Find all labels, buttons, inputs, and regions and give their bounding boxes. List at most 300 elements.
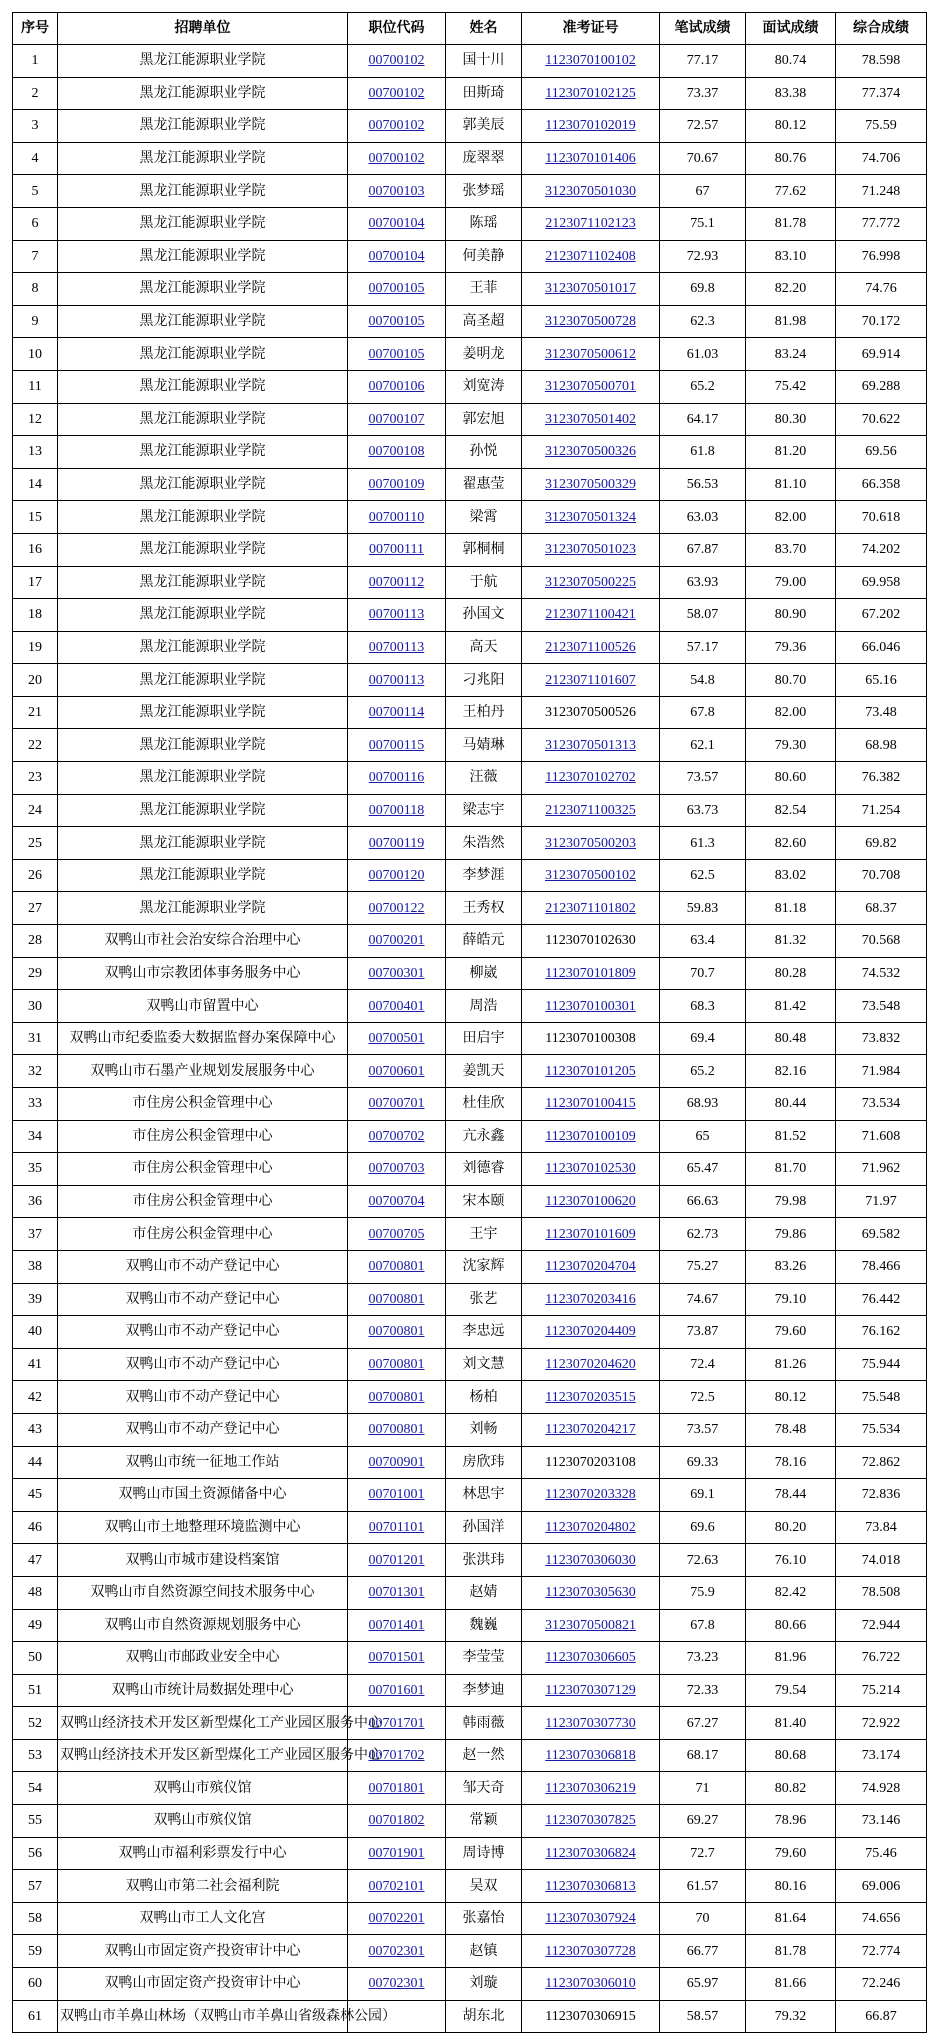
table-row: [13, 1544, 927, 1577]
row-exam-cell: [522, 1674, 660, 1707]
row-interview: 80.90: [746, 599, 836, 632]
row-code-cell: [348, 1935, 446, 1968]
position-code-link[interactable]: 00700106: [368, 379, 425, 395]
row-exam-cell: [522, 175, 660, 208]
row-written: 67.8: [660, 1609, 746, 1642]
exam-number-link[interactable]: 1123070204704: [545, 1259, 636, 1275]
row-total: 69.56: [836, 436, 927, 469]
position-code-link[interactable]: 00700801: [368, 1259, 425, 1275]
row-interview: 80.28: [746, 957, 836, 990]
position-code-link[interactable]: 00700301: [368, 965, 425, 981]
row-code-cell: [348, 1381, 446, 1414]
row-exam-cell: [522, 110, 660, 143]
exam-number: 1123070306915: [545, 2008, 636, 2024]
position-code-link[interactable]: 00700601: [368, 1063, 425, 1079]
row-name: 高圣超: [446, 305, 522, 338]
row-written: 72.33: [660, 1674, 746, 1707]
row-unit: 黑龙江能源职业学院: [58, 142, 348, 175]
position-code-link[interactable]: 00700107: [368, 411, 425, 427]
exam-number-link[interactable]: 3123070501023: [545, 542, 636, 558]
position-code-link[interactable]: 00700120: [368, 868, 425, 884]
position-code-link[interactable]: 00701101: [368, 1520, 425, 1536]
position-code-link[interactable]: 00700109: [368, 477, 425, 493]
exam-number-link[interactable]: 1123070100301: [545, 998, 636, 1014]
exam-number-link[interactable]: 1123070101609: [545, 1226, 636, 1242]
row-interview: 80.68: [746, 1739, 836, 1772]
table-row: [13, 1250, 927, 1283]
position-code-link[interactable]: 00700102: [368, 118, 425, 134]
exam-number-link[interactable]: 1123070102702: [545, 770, 636, 786]
row-code-cell: [348, 1446, 446, 1479]
row-written: 62.73: [660, 1218, 746, 1251]
row-no: 14: [13, 468, 58, 501]
row-no: 37: [13, 1218, 58, 1251]
table-row: [13, 1707, 927, 1740]
row-name: 韩雨薇: [446, 1707, 522, 1740]
exam-number-link[interactable]: 1123070101406: [545, 151, 636, 167]
exam-number-link[interactable]: 3123070500225: [545, 574, 636, 590]
row-interview: 82.60: [746, 827, 836, 860]
row-interview: 81.40: [746, 1707, 836, 1740]
row-unit: 市住房公积金管理中心: [58, 1185, 348, 1218]
table-row: [13, 1870, 927, 1903]
position-code-link[interactable]: 00701401: [368, 1617, 425, 1633]
row-exam-cell: [522, 436, 660, 469]
exam-number-link[interactable]: 2123071100526: [545, 639, 636, 655]
exam-number-link[interactable]: 1123070306010: [545, 1976, 636, 1992]
row-total: 72.774: [836, 1935, 927, 1968]
row-total: 65.16: [836, 664, 927, 697]
row-no: 31: [13, 1022, 58, 1055]
row-interview: 81.66: [746, 1968, 836, 2001]
row-unit: 黑龙江能源职业学院: [58, 599, 348, 632]
position-code-link[interactable]: 00700704: [368, 1194, 425, 1210]
exam-number-link[interactable]: 1123070100415: [545, 1096, 636, 1112]
header-exam-no: 准考证号: [522, 13, 660, 45]
row-total: 73.84: [836, 1511, 927, 1544]
position-code-link[interactable]: 00701801: [368, 1780, 425, 1796]
exam-number-link[interactable]: 1123070101205: [545, 1063, 636, 1079]
row-interview: 79.98: [746, 1185, 836, 1218]
position-code-link[interactable]: 00700102: [368, 53, 425, 69]
row-exam-cell: [522, 1968, 660, 2001]
table-row: [13, 599, 927, 632]
table-row: [13, 501, 927, 534]
row-total: 72.944: [836, 1609, 927, 1642]
exam-number-link[interactable]: 3123070500102: [545, 868, 636, 884]
exam-number-link[interactable]: 3123070501324: [545, 509, 636, 525]
row-written: 69.33: [660, 1446, 746, 1479]
position-code-link[interactable]: 00700801: [368, 1291, 425, 1307]
row-written: 72.7: [660, 1837, 746, 1870]
position-code-link[interactable]: 00701802: [368, 1813, 425, 1829]
row-name: 刘德睿: [446, 1153, 522, 1186]
row-total: 73.832: [836, 1022, 927, 1055]
position-code-link[interactable]: 00702101: [368, 1878, 425, 1894]
row-written: 67.8: [660, 696, 746, 729]
row-unit: 黑龙江能源职业学院: [58, 77, 348, 110]
row-unit: 双鸭山市石墨产业规划发展服务中心: [58, 1055, 348, 1088]
row-unit: 黑龙江能源职业学院: [58, 240, 348, 273]
exam-number-link[interactable]: 1123070306605: [545, 1650, 636, 1666]
row-unit: 黑龙江能源职业学院: [58, 566, 348, 599]
row-exam-cell: [522, 1935, 660, 1968]
exam-number-link[interactable]: 1123070204409: [545, 1324, 636, 1340]
position-code-link[interactable]: 00700108: [368, 444, 425, 460]
row-no: 50: [13, 1642, 58, 1675]
row-code-cell: [348, 631, 446, 664]
row-written: 58.07: [660, 599, 746, 632]
position-code-link[interactable]: 00700113: [368, 672, 425, 688]
row-exam-cell: [522, 1479, 660, 1512]
row-unit: 黑龙江能源职业学院: [58, 110, 348, 143]
row-no: 12: [13, 403, 58, 436]
table-row: [13, 1348, 927, 1381]
position-code-link[interactable]: 00700201: [368, 933, 425, 949]
table-row: [13, 77, 927, 110]
row-code-cell: [348, 175, 446, 208]
row-interview: 83.38: [746, 77, 836, 110]
row-unit: 黑龙江能源职业学院: [58, 403, 348, 436]
exam-number-link[interactable]: 1123070307730: [545, 1715, 636, 1731]
row-no: 27: [13, 892, 58, 925]
position-code-link[interactable]: 00700801: [368, 1422, 425, 1438]
row-code-cell: [348, 696, 446, 729]
position-code-link[interactable]: 00700102: [368, 151, 425, 167]
position-code-link[interactable]: 00700113: [368, 639, 425, 655]
row-no: 16: [13, 533, 58, 566]
row-written: 65.97: [660, 1968, 746, 2001]
exam-number-link[interactable]: 1123070305630: [545, 1585, 636, 1601]
header-row: [13, 13, 927, 45]
row-code-cell: [348, 1055, 446, 1088]
position-code-link[interactable]: 00700705: [368, 1226, 425, 1242]
row-no: 39: [13, 1283, 58, 1316]
row-name: 郭宏旭: [446, 403, 522, 436]
header-unit: 招聘单位: [58, 13, 348, 45]
row-total: 73.48: [836, 696, 927, 729]
exam-number-link[interactable]: 3123070500701: [545, 379, 636, 395]
row-interview: 82.54: [746, 794, 836, 827]
table-row: [13, 1218, 927, 1251]
row-unit: 双鸭山市留置中心: [58, 990, 348, 1023]
exam-number-link[interactable]: 1123070307129: [545, 1682, 636, 1698]
row-written: 63.73: [660, 794, 746, 827]
row-written: 69.6: [660, 1511, 746, 1544]
row-name: 赵婧: [446, 1576, 522, 1609]
row-code-cell: [348, 273, 446, 306]
row-no: 45: [13, 1479, 58, 1512]
exam-number-link[interactable]: 1123070100102: [545, 53, 636, 69]
row-written: 63.93: [660, 566, 746, 599]
exam-number-link[interactable]: 1123070306818: [545, 1748, 636, 1764]
exam-number-link[interactable]: 1123070307728: [545, 1943, 636, 1959]
exam-number-link[interactable]: 1123070102530: [545, 1161, 636, 1177]
row-unit: 双鸭山市殡仪馆: [58, 1772, 348, 1805]
row-interview: 81.42: [746, 990, 836, 1023]
row-code-cell: [348, 599, 446, 632]
exam-number-link[interactable]: 3123070500326: [545, 444, 636, 460]
row-written: 62.3: [660, 305, 746, 338]
row-name: 张嘉怡: [446, 1902, 522, 1935]
row-interview: 79.54: [746, 1674, 836, 1707]
row-unit: 市住房公积金管理中心: [58, 1153, 348, 1186]
exam-number-link[interactable]: 1123070307924: [545, 1911, 636, 1927]
row-name: 杨柏: [446, 1381, 522, 1414]
position-code-link[interactable]: 00700104: [368, 248, 425, 264]
table-row: [13, 338, 927, 371]
row-interview: 79.60: [746, 1316, 836, 1349]
position-code-link[interactable]: 00700113: [368, 607, 425, 623]
position-code-link[interactable]: 00700110: [368, 509, 425, 525]
row-no: 25: [13, 827, 58, 860]
position-code-link[interactable]: 00700122: [368, 900, 425, 916]
table-row: [13, 1935, 927, 1968]
row-written: 54.8: [660, 664, 746, 697]
row-no: 26: [13, 859, 58, 892]
row-unit: 双鸭山市自然资源空间技术服务中心: [58, 1576, 348, 1609]
position-code-link[interactable]: 00700801: [368, 1357, 425, 1373]
exam-number-link[interactable]: 1123070101809: [545, 965, 636, 981]
position-code-link[interactable]: 00700801: [368, 1389, 425, 1405]
row-interview: 79.32: [746, 2000, 836, 2033]
row-name: 庞翠翠: [446, 142, 522, 175]
row-no: 40: [13, 1316, 58, 1349]
row-code-cell: [348, 305, 446, 338]
table-row: [13, 2000, 927, 2033]
row-name: 刘畅: [446, 1413, 522, 1446]
row-interview: 80.82: [746, 1772, 836, 1805]
row-unit: 黑龙江能源职业学院: [58, 175, 348, 208]
position-code-link[interactable]: 00701201: [368, 1552, 425, 1568]
row-unit: 双鸭山市土地整理环境监测中心: [58, 1511, 348, 1544]
row-interview: 79.30: [746, 729, 836, 762]
exam-number-link[interactable]: 1123070306030: [545, 1552, 636, 1568]
position-code-link[interactable]: 00700801: [368, 1324, 425, 1340]
row-name: 邹天奇: [446, 1772, 522, 1805]
exam-number-link[interactable]: 1123070204217: [545, 1422, 636, 1438]
row-unit: 黑龙江能源职业学院: [58, 273, 348, 306]
row-code-cell: [348, 1120, 446, 1153]
exam-number-link[interactable]: 3123070500329: [545, 477, 636, 493]
exam-number-link[interactable]: 1123070306219: [545, 1780, 636, 1796]
row-interview: 80.76: [746, 142, 836, 175]
table-row: [13, 1381, 927, 1414]
row-unit: 黑龙江能源职业学院: [58, 501, 348, 534]
row-name: 田启宇: [446, 1022, 522, 1055]
table-row: [13, 436, 927, 469]
row-total: 77.772: [836, 207, 927, 240]
table-row: [13, 1153, 927, 1186]
position-code-link[interactable]: 00701501: [368, 1650, 425, 1666]
exam-number: 3123070500526: [545, 705, 636, 721]
position-code-link[interactable]: 00701301: [368, 1585, 425, 1601]
exam-number-link[interactable]: 1123070306813: [545, 1878, 636, 1894]
position-code-link[interactable]: 00700119: [368, 835, 425, 851]
exam-number-link[interactable]: 3123070501313: [545, 737, 636, 753]
row-total: 70.568: [836, 925, 927, 958]
position-code-link[interactable]: 00700103: [368, 183, 425, 199]
exam-number-link[interactable]: 1123070203328: [545, 1487, 636, 1503]
exam-number-link[interactable]: 2123071102123: [545, 216, 636, 232]
table-row: [13, 859, 927, 892]
table-row: [13, 794, 927, 827]
row-written: 65.47: [660, 1153, 746, 1186]
position-code-link[interactable]: 00702201: [368, 1911, 425, 1927]
row-unit: 双鸭山市不动产登记中心: [58, 1250, 348, 1283]
row-exam-cell: [522, 1902, 660, 1935]
row-exam-cell: [522, 599, 660, 632]
row-written: 57.17: [660, 631, 746, 664]
row-exam-cell: [522, 631, 660, 664]
position-code-link[interactable]: 00700102: [368, 85, 425, 101]
exam-number-link[interactable]: 2123071100325: [545, 802, 636, 818]
exam-number-link[interactable]: 2123071101802: [545, 900, 636, 916]
row-no: 33: [13, 1088, 58, 1121]
row-exam-cell: [522, 1022, 660, 1055]
position-code-link[interactable]: 00700901: [368, 1454, 425, 1470]
exam-number-link[interactable]: 1123070306824: [545, 1845, 636, 1861]
row-name: 于航: [446, 566, 522, 599]
position-code-link[interactable]: 00700105: [368, 346, 425, 362]
position-code-link[interactable]: 00700112: [368, 574, 425, 590]
row-unit: 双鸭山市社会治安综合治理中心: [58, 925, 348, 958]
position-code-link[interactable]: 00700115: [368, 737, 425, 753]
position-code-link[interactable]: 00702301: [368, 1976, 425, 1992]
row-interview: 79.60: [746, 1837, 836, 1870]
row-unit: 双鸭山经济技术开发区新型煤化工产业园区服务中心: [58, 1739, 348, 1772]
table-row: [13, 1772, 927, 1805]
row-name: 何美静: [446, 240, 522, 273]
table-row: [13, 1185, 927, 1218]
row-interview: 81.64: [746, 1902, 836, 1935]
position-code-link[interactable]: 00700501: [368, 1031, 425, 1047]
position-code-link[interactable]: 00700702: [368, 1128, 425, 1144]
row-unit: 双鸭山市殡仪馆: [58, 1805, 348, 1838]
row-name: 国十川: [446, 45, 522, 78]
exam-number-link[interactable]: 1123070204802: [545, 1520, 636, 1536]
row-code-cell: [348, 338, 446, 371]
row-total: 69.914: [836, 338, 927, 371]
position-code-link[interactable]: 00700703: [368, 1161, 425, 1177]
row-written: 72.5: [660, 1381, 746, 1414]
row-unit: 黑龙江能源职业学院: [58, 207, 348, 240]
exam-number-link[interactable]: 3123070501402: [545, 411, 636, 427]
row-no: 34: [13, 1120, 58, 1153]
exam-number-link[interactable]: 3123070500612: [545, 346, 636, 362]
row-unit: 双鸭山市国土资源储备中心: [58, 1479, 348, 1512]
row-code-cell: [348, 403, 446, 436]
row-unit: 黑龙江能源职业学院: [58, 533, 348, 566]
row-exam-cell: [522, 403, 660, 436]
row-no: 21: [13, 696, 58, 729]
row-name: 王秀权: [446, 892, 522, 925]
position-code-link[interactable]: 00701702: [368, 1748, 425, 1764]
row-unit: 双鸭山市不动产登记中心: [58, 1283, 348, 1316]
row-interview: 82.00: [746, 696, 836, 729]
position-code-link[interactable]: 00701901: [368, 1845, 425, 1861]
position-code-link[interactable]: 00700116: [368, 770, 425, 786]
exam-number-link[interactable]: 1123070102019: [545, 118, 636, 134]
position-code-link[interactable]: 00701701: [368, 1715, 425, 1731]
exam-number-link[interactable]: 1123070203416: [545, 1291, 636, 1307]
position-code-link[interactable]: 00702301: [368, 1943, 425, 1959]
table-row: [13, 664, 927, 697]
row-written: 72.93: [660, 240, 746, 273]
exam-number-link[interactable]: 3123070501030: [545, 183, 636, 199]
exam-number-link[interactable]: 1123070204620: [545, 1357, 636, 1373]
exam-number-link[interactable]: 2123071102408: [545, 248, 636, 264]
row-total: 77.374: [836, 77, 927, 110]
row-exam-cell: [522, 338, 660, 371]
row-code-cell: [348, 1609, 446, 1642]
position-code-link[interactable]: 00701601: [368, 1682, 425, 1698]
row-unit: 双鸭山市统计局数据处理中心: [58, 1674, 348, 1707]
exam-number-link[interactable]: 3123070501017: [545, 281, 636, 297]
row-exam-cell: [522, 1544, 660, 1577]
row-no: 22: [13, 729, 58, 762]
position-code-link[interactable]: 00700114: [368, 705, 425, 721]
row-code-cell: [348, 1479, 446, 1512]
exam-number-link[interactable]: 1123070102125: [545, 85, 636, 101]
exam-number-link[interactable]: 3123070500728: [545, 314, 636, 330]
position-code-link[interactable]: 00700104: [368, 216, 425, 232]
row-unit: 黑龙江能源职业学院: [58, 45, 348, 78]
position-code-link[interactable]: 00700111: [369, 542, 424, 558]
row-written: 75.1: [660, 207, 746, 240]
row-written: 73.87: [660, 1316, 746, 1349]
exam-number-link[interactable]: 2123071100421: [545, 607, 636, 623]
exam-number-link[interactable]: 1123070100620: [545, 1194, 636, 1210]
row-no: 38: [13, 1250, 58, 1283]
row-name: 柳崴: [446, 957, 522, 990]
row-unit: 双鸭山市纪委监委大数据监督办案保障中心: [58, 1022, 348, 1055]
row-interview: 81.96: [746, 1642, 836, 1675]
row-name: 孙悦: [446, 436, 522, 469]
row-written: 63.03: [660, 501, 746, 534]
position-code-link[interactable]: 00700105: [368, 281, 425, 297]
exam-number-link[interactable]: 3123070500203: [545, 835, 636, 851]
row-code-cell: [348, 1153, 446, 1186]
exam-number-link[interactable]: 1123070307825: [545, 1813, 636, 1829]
position-code-link[interactable]: 00700105: [368, 314, 425, 330]
row-total: 78.466: [836, 1250, 927, 1283]
exam-number-link[interactable]: 2123071101607: [545, 672, 636, 688]
row-name: 王菲: [446, 273, 522, 306]
exam-number-link[interactable]: 3123070500821: [545, 1617, 636, 1633]
row-total: 66.87: [836, 2000, 927, 2033]
row-exam-cell: [522, 501, 660, 534]
row-no: 13: [13, 436, 58, 469]
row-total: 67.202: [836, 599, 927, 632]
table-row: [13, 207, 927, 240]
position-code-link[interactable]: 00700401: [368, 998, 425, 1014]
table-row: [13, 110, 927, 143]
row-name: 赵一然: [446, 1739, 522, 1772]
row-name: 梁霄: [446, 501, 522, 534]
row-exam-cell: [522, 1609, 660, 1642]
position-code-link[interactable]: 00700701: [368, 1096, 425, 1112]
header-name: 姓名: [446, 13, 522, 45]
row-interview: 80.60: [746, 762, 836, 795]
table-row: [13, 566, 927, 599]
row-unit: 黑龙江能源职业学院: [58, 664, 348, 697]
exam-number-link[interactable]: 1123070100109: [545, 1128, 636, 1144]
position-code-link[interactable]: 00701001: [368, 1487, 425, 1503]
exam-number-link[interactable]: 1123070203515: [545, 1389, 636, 1405]
position-code-link[interactable]: 00700118: [368, 802, 425, 818]
row-unit: 双鸭山市工人文化宫: [58, 1902, 348, 1935]
